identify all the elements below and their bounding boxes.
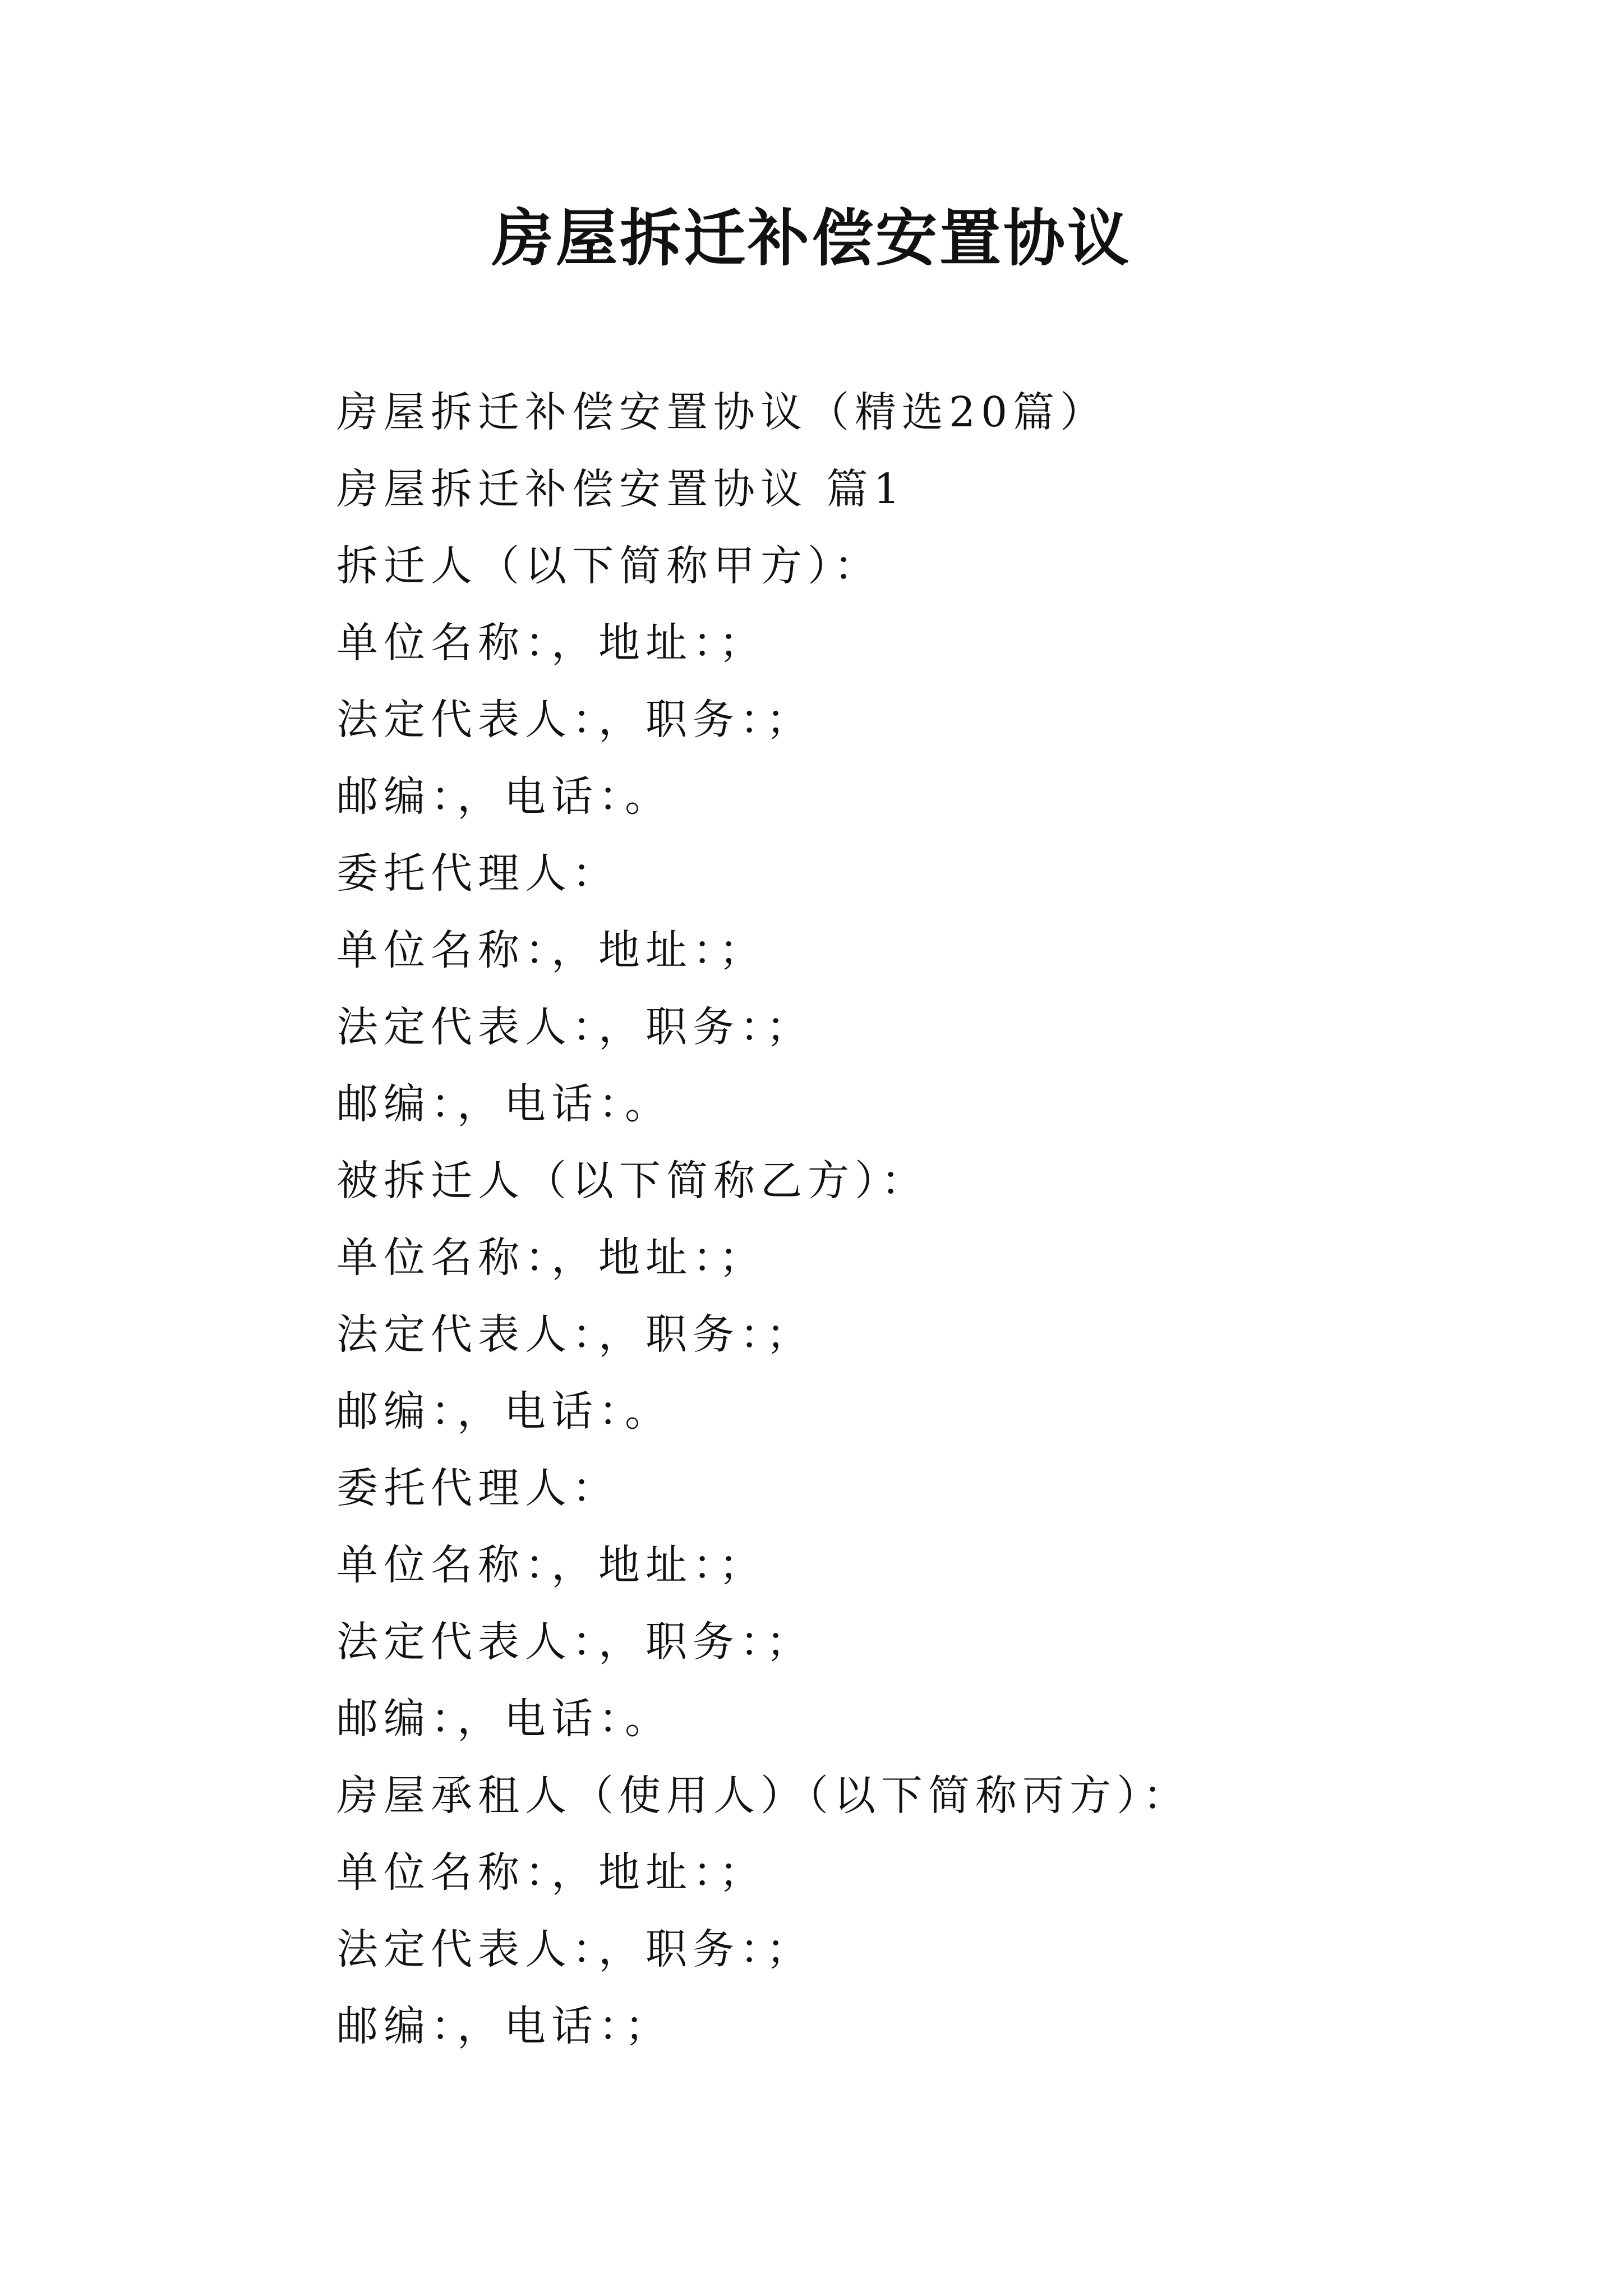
party-c-unit-address: 单位名称：，地址：； bbox=[336, 1848, 766, 1897]
party-a-agent-representative: 法定代表人：，职务：； bbox=[336, 1003, 813, 1051]
party-a-representative: 法定代表人：，职务：； bbox=[336, 696, 813, 744]
party-a-postcode-phone: 邮编：，电话：。 bbox=[336, 772, 672, 821]
party-b-heading: 被拆迁人（以下简称乙方）： bbox=[336, 1157, 928, 1205]
document-body bbox=[336, 384, 1486, 2075]
subtitle-line: 房屋拆迁补偿安置协议（精选20篇） bbox=[336, 388, 1108, 436]
party-b-agent-representative: 法定代表人：，职务：； bbox=[336, 1618, 813, 1666]
party-a-agent-heading: 委托代理人： bbox=[336, 849, 619, 898]
party-b-agent-postcode-phone: 邮编：，电话：。 bbox=[336, 1695, 672, 1743]
document-title: 房屋拆迁补偿安置协议 bbox=[492, 202, 1131, 274]
party-b-unit-address: 单位名称：，地址：； bbox=[336, 1234, 766, 1282]
party-a-agent-postcode-phone: 邮编：，电话：。 bbox=[336, 1080, 672, 1128]
party-b-representative: 法定代表人：，职务：； bbox=[336, 1310, 813, 1359]
party-a-heading: 拆迁人（以下简称甲方）： bbox=[336, 542, 881, 590]
party-c-postcode-phone: 邮编：，电话：； bbox=[336, 2002, 672, 2050]
party-b-agent-unit-address: 单位名称：，地址：； bbox=[336, 1541, 766, 1589]
party-c-representative: 法定代表人：，职务：； bbox=[336, 1925, 813, 1973]
party-c-heading: 房屋承租人（使用人）（以下简称丙方）： bbox=[336, 1772, 1190, 1820]
party-b-agent-heading: 委托代理人： bbox=[336, 1464, 619, 1512]
party-a-agent-unit-address: 单位名称：，地址：； bbox=[336, 926, 766, 974]
section-heading: 房屋拆迁补偿安置协议 篇1 bbox=[336, 465, 906, 513]
party-a-unit-address: 单位名称：，地址：； bbox=[336, 619, 766, 667]
party-b-postcode-phone: 邮编：，电话：。 bbox=[336, 1387, 672, 1435]
